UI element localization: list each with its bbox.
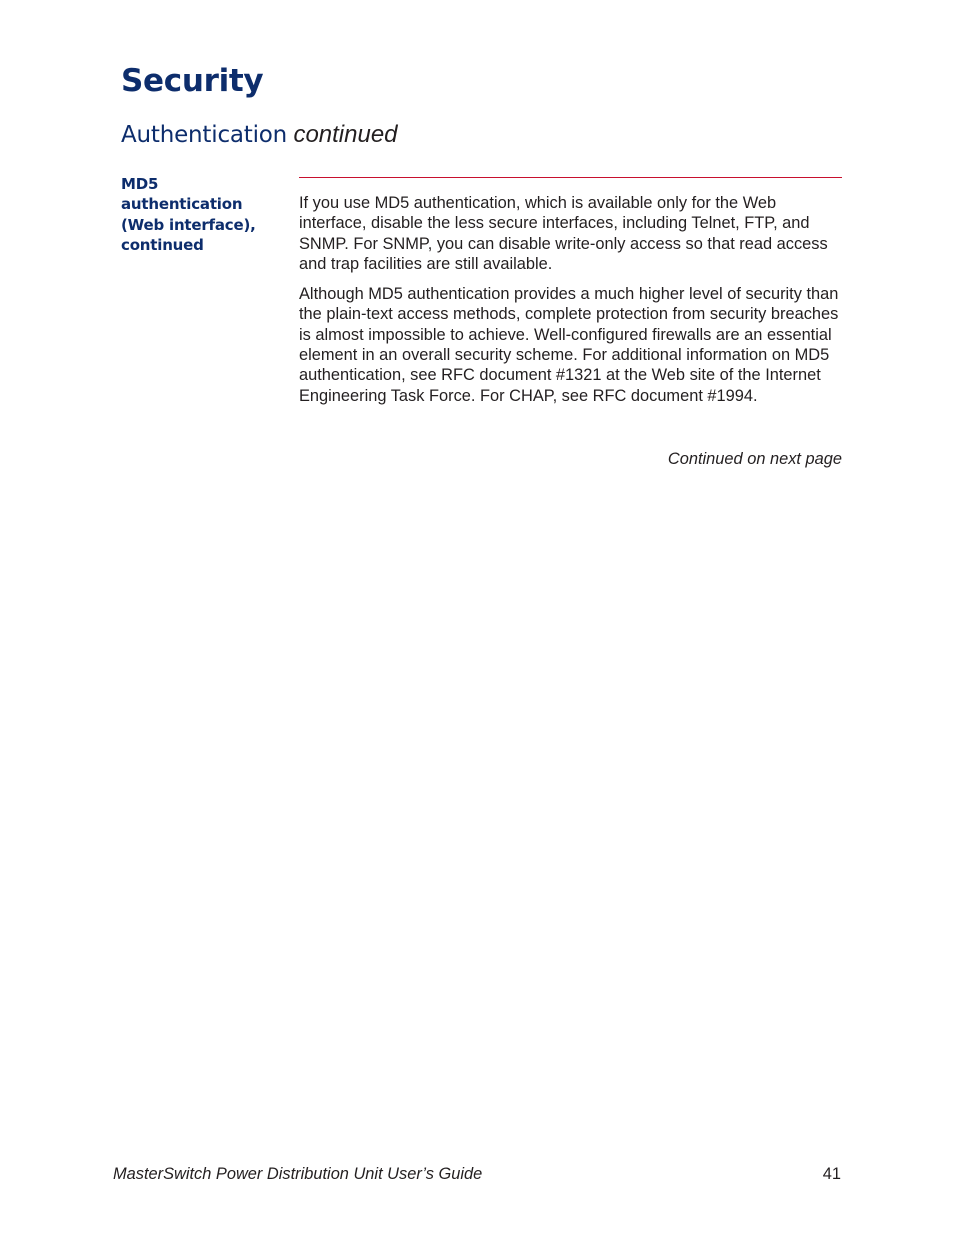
- section-title-main: Authentication: [121, 122, 288, 148]
- continued-on-next-page: Continued on next page: [667, 450, 842, 468]
- body-column: [299, 193, 844, 416]
- section-title-continued: continued: [293, 121, 398, 148]
- body-paragraph-1: If you use MD5 authentication, which is available only for the Web interface, disable the less secure interfaces, including Telnet, FTP, and SNMP. For SNMP, you can disable write-only access so that read access and trap facilities are still available.: [299, 194, 828, 273]
- side-heading: MD5 authentication (Web interface), continued: [121, 175, 256, 254]
- chapter-title: Security: [121, 63, 264, 99]
- footer-page-number: 41: [822, 1165, 841, 1183]
- body-paragraph-2: Although MD5 authentication provides a much higher level of security than the plain-text access methods, complete protection from security breaches is almost impossible to achieve. Well-configured firewalls are an essential element in an overall security scheme. For additional information on MD5 authentication, see RFC document #1321 at the Web site of the Internet Engineering Task Force. For CHAP, see RFC document #1994.: [299, 285, 839, 405]
- section-title: [121, 119, 398, 150]
- section-divider-rule: [299, 177, 842, 178]
- footer-guide-title: MasterSwitch Power Distribution Unit User’s Guide: [113, 1165, 483, 1183]
